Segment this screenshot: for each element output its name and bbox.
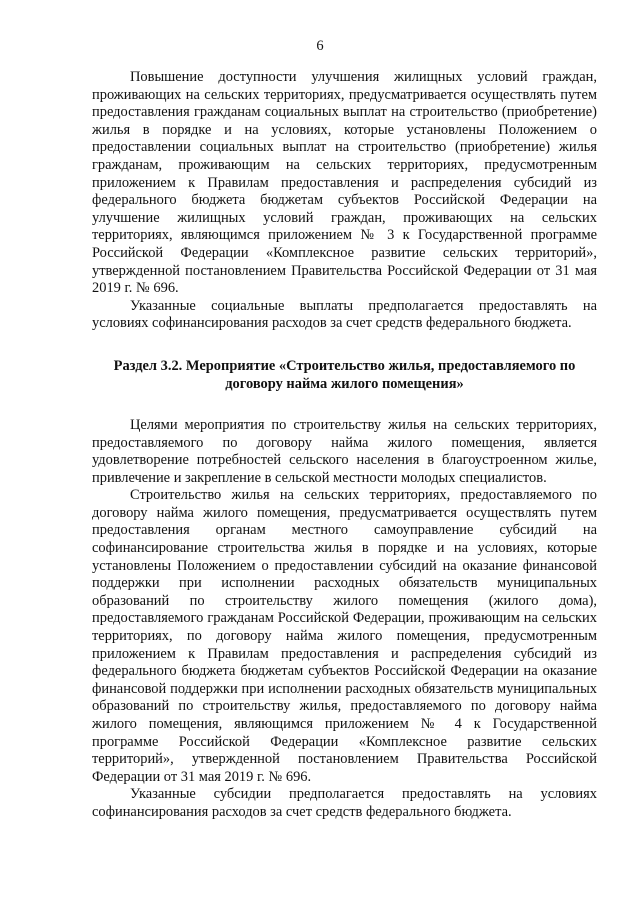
paragraph-subsidies-cofinancing: Указанные субсидии предполагается предоставлять на условиях софинансирования расходов за счет средств федерального бюджета. [92,786,597,820]
paragraph-housing-construction: Строительство жилья на сельских территориях, предоставляемого по договору найма жилого помещения, предусматривается осуществлять путем предоставления органам местного самоуправление субсидий на софинансирование строительства жилья в порядке и на условиях, которые установлены Положением о предоставлении субсидий на оказание финансовой поддержки при исполнении расходных обязательств муниципальных образований по строительству жилого помещения (жилого дома), предоставляемого гражданам Российской Федерации, проживающим на сельских территориях, по договору найма жилого помещения, предусмотренным приложением к Правилам предоставления и распределения субсидий из федерального бюджета бюджетам субъектов Российской Федерации на оказание финансовой поддержки при исполнении расходных обязательств муниципальных образований по строительству жилья, предоставляемого по договору найма жилого помещения, являющимся приложением № 4 к Государственной программе Российской Федерации «Комплексное развитие сельских территорий», утвержденной постановлением Правительства Российской Федерации от 31 мая 2019 г. № 696. [92,487,597,785]
section-heading: Раздел 3.2. Мероприятие «Строительство жилья, предоставляемого по договору найма жилого помещения» [113,357,576,393]
page-number: 6 [316,38,324,54]
paragraph-social-payments-cofinancing: Указанные социальные выплаты предполагается предоставлять на условиях софинансирования расходов за счет средств федерального бюджета. [92,297,597,332]
paragraph-social-payments-availability: Повышение доступности улучшения жилищных условий граждан, проживающих на сельских территориях, предусматривается осуществлять путем предоставления гражданам социальных выплат на строительство (приобретение) жилья в порядке и на условиях, которые установлены Положением о предоставлении социальных выплат на строительство (приобретение) жилья гражданам, проживающим на сельских территориях, предусмотренным приложением к Правилам предоставления и распределения субсидий из федерального бюджета бюджетам субъектов Российской Федерации на улучшение жилищных условий граждан, проживающих на сельских территориях, являющимся приложением № 3 к Государственной программе Российской Федерации «Комплексное развитие сельских территорий», утвержденной постановлением Правительства Российской Федерации от 31 мая 2019 г. № 696. [92,69,597,297]
paragraph-goals: Целями мероприятия по строительству жилья на сельских территориях, предоставляемого по договору найма жилого помещения, является удовлетворение потребностей сельского населения в благоустроенном жилье, привлечение и закрепление в сельской местности молодых специалистов. [92,416,597,486]
document-body [92,69,597,822]
